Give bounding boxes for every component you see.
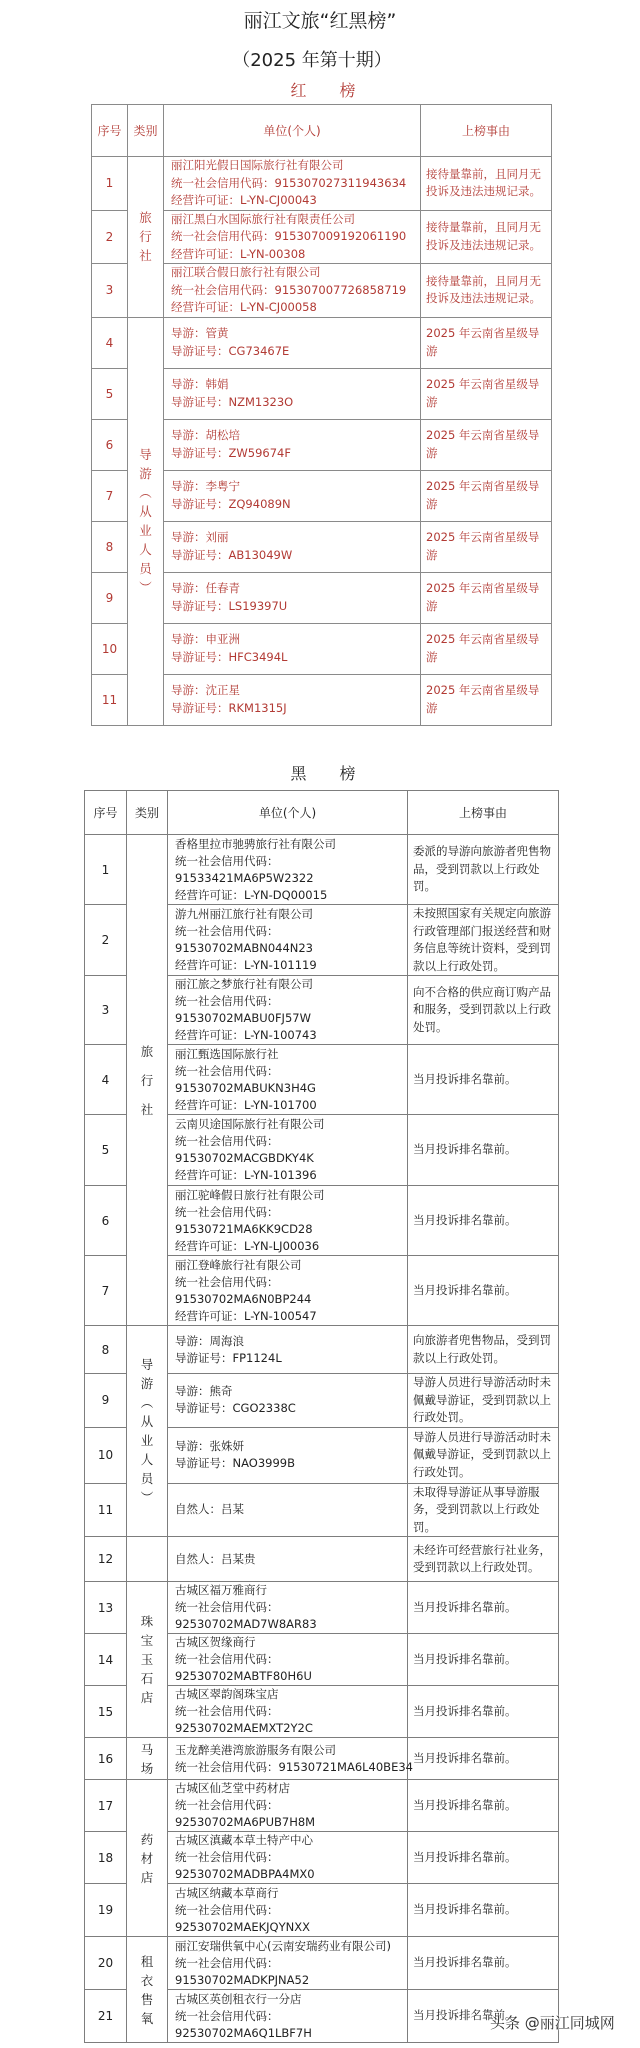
unit-line: 91533421MA6P5W2322 <box>175 870 314 885</box>
unit-line: 统一社会信用代码： <box>175 1798 279 1812</box>
unit-line: 统一社会信用代码： <box>175 1652 279 1666</box>
unit-cell <box>168 1634 408 1686</box>
category-char: 宝 <box>140 1633 154 1648</box>
unit-line: 统一社会信用代码： <box>175 853 279 868</box>
unit-cell <box>168 1326 408 1374</box>
unit-line: 统一社会信用代码： <box>175 994 279 1008</box>
reason-cell: 当月投诉排名靠前。 <box>408 1937 559 1990</box>
category-char: 员 <box>140 1471 154 1486</box>
unit-cell <box>168 1884 408 1937</box>
reason-cell: 当月投诉排名靠前。 <box>408 1045 559 1115</box>
unit-cell <box>168 1686 408 1738</box>
unit-line: 丽江阳光假日国际旅行社有限公司 <box>171 158 344 172</box>
unit-line: 游九州丽江旅行社有限公司 <box>175 907 313 921</box>
reason-cell: 2025 年云南省星级导游 <box>421 317 552 368</box>
unit-cell <box>164 368 421 419</box>
row-seq: 14 <box>85 1634 127 1686</box>
category-char: 游 <box>140 1376 154 1391</box>
reason-cell: 当月投诉排名靠前。 <box>408 1256 559 1326</box>
unit-line: 导游：任春青 <box>171 581 240 595</box>
unit-line: 导游：沈正星 <box>171 683 240 697</box>
unit-cell <box>164 264 421 318</box>
unit-line: 导游证号：CG73467E <box>171 343 290 358</box>
category-char: 场 <box>140 1760 154 1776</box>
unit-line: 导游：韩娟 <box>171 377 229 391</box>
unit-line: 经营许可证：L-YN-100743 <box>175 1028 317 1042</box>
unit-line: 经营许可证：L-YN-101700 <box>175 1097 317 1112</box>
unit-line: 92530702MADBPA4MX0 <box>175 1867 315 1881</box>
reason-cell: 当月投诉排名靠前。 <box>408 1582 559 1634</box>
unit-line: 导游证号：AB13049W <box>171 547 293 562</box>
unit-line: 91530702MADKPJNA52 <box>175 1972 310 1987</box>
category-char: 材 <box>140 1850 154 1866</box>
unit-line: 统一社会信用代码： <box>175 1600 279 1614</box>
category-char: 售 <box>140 1991 154 2007</box>
row-seq: 11 <box>92 674 128 725</box>
reason-cell: 当月投诉排名靠前。 <box>408 1884 559 1937</box>
unit-line: 导游：周海浪 <box>175 1333 244 1348</box>
unit-cell <box>168 1582 408 1634</box>
category-char: ︶ <box>139 580 152 595</box>
reason-cell: 当月投诉排名靠前。 <box>408 1634 559 1686</box>
reason-cell: 接待量靠前，且同月无投诉及违法违规记录。 <box>421 210 552 264</box>
row-seq: 10 <box>92 623 128 674</box>
unit-line: 统一社会信用代码： <box>175 2008 279 2023</box>
category-char: 珠 <box>140 1614 154 1629</box>
row-seq: 1 <box>85 835 127 905</box>
unit-cell <box>168 905 408 976</box>
row-seq: 1 <box>92 157 128 211</box>
red-list-title: 红 榜 <box>290 81 370 100</box>
unit-line: 丽江黑白水国际旅行社有限责任公司 <box>171 211 355 226</box>
row-seq: 6 <box>85 1186 127 1256</box>
category-cell <box>127 1537 168 1582</box>
category-char: 租 <box>140 1953 154 1969</box>
reason-cell: 导游人员进行导游活动时未佩戴导游证，受到罚款以上行政处罚。 <box>408 1374 559 1428</box>
category-char: 药 <box>140 1831 154 1847</box>
unit-cell <box>168 1427 408 1483</box>
category-char: 社 <box>140 1101 154 1117</box>
reason-cell: 当月投诉排名靠前。 <box>408 1186 559 1256</box>
reason-cell: 向旅游者兜售物品，受到罚款以上行政处罚。 <box>408 1326 559 1374</box>
table-row <box>85 1537 559 1582</box>
table-row <box>92 317 552 368</box>
unit-line: 丽江旅之梦旅行社有限公司 <box>175 977 313 991</box>
unit-cell <box>164 521 421 572</box>
unit-line: 91530721MA6KK9CD28 <box>175 1221 313 1236</box>
unit-line: 导游证号：RKM1315J <box>171 700 287 715</box>
unit-line: 导游：熊奇 <box>175 1384 233 1399</box>
category-char: 玉 <box>140 1652 154 1667</box>
unit-line: 92530702MAEKJQYNXX <box>175 1919 310 1934</box>
unit-line: 91530702MABN044N23 <box>175 941 313 955</box>
unit-cell <box>164 317 421 368</box>
unit-line: 导游证号：HFC3494L <box>171 649 288 664</box>
unit-line: 经营许可证：L-YN-100547 <box>175 1308 317 1323</box>
unit-line: 导游证号：ZW59674F <box>171 445 291 460</box>
unit-line: 经营许可证：L-YN-CJ00058 <box>171 300 317 314</box>
category-cell <box>127 1738 168 1780</box>
category-char: 社 <box>139 248 152 264</box>
unit-line: 统一社会信用代码： <box>175 1204 279 1219</box>
reason-cell: 当月投诉排名靠前。 <box>408 1832 559 1884</box>
unit-line: 统一社会信用代码： <box>175 1134 279 1148</box>
category-cell <box>128 317 164 725</box>
table-row <box>85 1582 559 1634</box>
category-char: 人 <box>140 1452 154 1467</box>
unit-cell <box>168 1045 408 1115</box>
unit-line: 91530702MABUKN3H4G <box>175 1080 316 1095</box>
black-list-title: 黑 榜 <box>290 764 370 783</box>
unit-line: 92530702MA6PUB7H8M <box>175 1815 316 1829</box>
row-seq: 15 <box>85 1686 127 1738</box>
category-cell <box>127 1780 168 1937</box>
row-seq: 10 <box>85 1427 127 1483</box>
category-char: 氧 <box>140 2010 154 2026</box>
row-seq: 3 <box>92 264 128 318</box>
unit-line: 丽江驼峰假日旅行社有限公司 <box>175 1187 325 1202</box>
row-seq: 13 <box>85 1582 127 1634</box>
unit-cell <box>168 1256 408 1326</box>
unit-line: 古城区英创租衣行一分店 <box>175 1991 302 2006</box>
row-seq: 4 <box>85 1045 127 1115</box>
unit-cell <box>168 1537 408 1582</box>
row-seq: 7 <box>92 470 128 521</box>
issue-subtitle: （2025 年第十期） <box>232 50 392 71</box>
col-header-unit: 单位(个人) <box>164 105 421 157</box>
reason-cell: 委派的导游向旅游者兜售物品，受到罚款以上行政处罚。 <box>408 835 559 905</box>
unit-line: 古城区贺缘商行 <box>175 1635 256 1649</box>
category-char: 衣 <box>140 1972 154 1988</box>
unit-cell <box>168 976 408 1045</box>
unit-line: 导游证号：NAO3999B <box>175 1456 295 1470</box>
table-header-row <box>85 791 559 835</box>
category-char: 行 <box>140 1072 154 1088</box>
reason-cell: 2025 年云南省星级导游 <box>421 521 552 572</box>
category-char: 业 <box>139 523 152 538</box>
unit-line: 导游证号：CGO2338C <box>175 1401 296 1416</box>
unit-line: 统一社会信用代码： <box>175 1902 279 1917</box>
unit-cell <box>168 1937 408 1990</box>
unit-line: 丽江甄选国际旅行社 <box>175 1046 279 1061</box>
unit-line: 自然人：吕某贵 <box>175 1551 256 1566</box>
unit-line: 统一社会信用代码： <box>175 1955 279 1970</box>
category-cell <box>127 1582 168 1738</box>
unit-line: 经营许可证：L-YN-LJ00036 <box>175 1238 320 1253</box>
unit-cell <box>168 1115 408 1186</box>
col-header-category: 类别 <box>127 791 168 835</box>
row-seq: 8 <box>92 521 128 572</box>
category-cell <box>128 157 164 318</box>
unit-line: 统一社会信用代码：915307027311943634 <box>171 175 407 190</box>
unit-line: 92530702MA6Q1LBF7H <box>175 2025 312 2040</box>
table-row <box>85 1780 559 1832</box>
reason-cell: 接待量靠前，且同月无投诉及违法违规记录。 <box>421 264 552 318</box>
reason-cell: 向不合格的供应商订购产品和服务，受到罚款以上行政处罚。 <box>408 976 559 1045</box>
unit-line: 经营许可证：L-YN-00308 <box>171 246 306 261</box>
unit-line: 导游：刘丽 <box>171 530 229 544</box>
unit-line: 导游证号：NZM1323O <box>171 394 294 409</box>
unit-line: 导游证号：FP1124L <box>175 1350 282 1365</box>
unit-line: 统一社会信用代码： <box>175 1063 279 1078</box>
reason-cell: 当月投诉排名靠前。 <box>408 1990 559 2043</box>
row-seq: 16 <box>85 1738 127 1780</box>
unit-cell <box>168 1186 408 1256</box>
table-row <box>85 1738 559 1780</box>
unit-line: 经营许可证：L-YN-101396 <box>175 1168 317 1182</box>
unit-cell <box>164 470 421 521</box>
reason-cell: 2025 年云南省星级导游 <box>421 470 552 521</box>
table-row <box>85 1326 559 1374</box>
unit-line: 古城区翠韵阁珠宝店 <box>175 1687 279 1701</box>
row-seq: 19 <box>85 1884 127 1937</box>
unit-cell <box>164 157 421 211</box>
table-row <box>85 835 559 905</box>
unit-cell <box>168 835 408 905</box>
col-header-reason: 上榜事由 <box>421 105 552 157</box>
unit-line: 经营许可证：L-YN-DQ00015 <box>175 887 328 902</box>
reason-cell: 2025 年云南省星级导游 <box>421 623 552 674</box>
reason-cell: 2025 年云南省星级导游 <box>421 572 552 623</box>
reason-cell: 当月投诉排名靠前。 <box>408 1115 559 1186</box>
category-char: 石 <box>140 1671 154 1686</box>
unit-cell <box>164 623 421 674</box>
row-seq: 9 <box>92 572 128 623</box>
category-char: 员 <box>139 561 152 576</box>
table-header-row <box>92 105 552 157</box>
row-seq: 17 <box>85 1780 127 1832</box>
red-list-table <box>91 104 552 726</box>
unit-line: 91530702MA6N0BP244 <box>175 1291 312 1306</box>
category-cell <box>127 1326 168 1537</box>
reason-cell: 导游人员进行导游活动时未佩戴导游证，受到罚款以上行政处罚。 <box>408 1427 559 1483</box>
unit-line: 丽江登峰旅行社有限公司 <box>175 1257 302 1272</box>
unit-line: 导游：申亚洲 <box>171 632 240 646</box>
unit-line: 统一社会信用代码： <box>175 1704 279 1718</box>
unit-cell <box>164 674 421 725</box>
table-row <box>85 1937 559 1990</box>
category-cell <box>127 1937 168 2043</box>
unit-cell <box>168 1832 408 1884</box>
unit-line: 92530702MAD7W8AR83 <box>175 1617 317 1631</box>
reason-cell: 2025 年云南省星级导游 <box>421 674 552 725</box>
category-char: ︶ <box>140 1490 154 1505</box>
row-seq: 4 <box>92 317 128 368</box>
unit-cell <box>168 1738 413 1780</box>
unit-line: 导游：李粤宁 <box>171 479 240 493</box>
reason-cell: 2025 年云南省星级导游 <box>421 419 552 470</box>
unit-cell <box>164 572 421 623</box>
unit-line: 导游：管黄 <box>171 326 229 340</box>
unit-line: 91530702MACGBDKY4K <box>175 1151 314 1165</box>
unit-line: 自然人：吕某 <box>175 1502 244 1517</box>
row-seq: 7 <box>85 1256 127 1326</box>
unit-line: 统一社会信用代码：91530721MA6L40BE34 <box>175 1759 413 1774</box>
black-list-table <box>84 790 559 2043</box>
reason-cell: 未取得导游证从事导游服务，受到罚款以上行政处罚。 <box>408 1483 559 1537</box>
reason-cell: 未按照国家有关规定向旅游行政管理部门报送经营和财务信息等统计资料，受到罚款以上行政处罚。 <box>408 905 559 976</box>
unit-line: 导游证号：LS19397U <box>171 598 288 613</box>
category-char: ︵ <box>139 485 152 500</box>
category-char: 行 <box>139 229 152 245</box>
category-cell <box>127 835 168 1326</box>
category-char: 旅 <box>139 210 152 226</box>
category-char: 从 <box>139 504 152 519</box>
unit-line: 云南贝途国际旅行社有限公司 <box>175 1117 325 1131</box>
unit-line: 统一社会信用代码：915307009192061190 <box>171 229 407 243</box>
unit-line: 导游证号：ZQ94089N <box>171 496 291 511</box>
row-seq: 3 <box>85 976 127 1045</box>
unit-line: 古城区福万雅商行 <box>175 1583 267 1597</box>
row-seq: 2 <box>85 905 127 976</box>
unit-line: 古城区仙芝堂中药材店 <box>175 1781 290 1795</box>
category-char: 导 <box>140 1357 154 1372</box>
unit-line: 导游：胡松培 <box>171 428 240 442</box>
row-seq: 8 <box>85 1326 127 1374</box>
row-seq: 18 <box>85 1832 127 1884</box>
unit-cell <box>168 1780 408 1832</box>
row-seq: 2 <box>92 210 128 264</box>
reason-cell: 当月投诉排名靠前。 <box>408 1738 559 1780</box>
row-seq: 5 <box>85 1115 127 1186</box>
unit-line: 92530702MAEMXT2Y2C <box>175 1721 313 1735</box>
row-seq: 6 <box>92 419 128 470</box>
category-char: 店 <box>140 1690 154 1705</box>
category-char: 店 <box>140 1869 154 1885</box>
row-seq: 20 <box>85 1937 127 1990</box>
col-header-seq: 序号 <box>85 791 127 835</box>
unit-cell <box>168 1990 408 2043</box>
unit-line: 古城区滇藏本草土特产中心 <box>175 1833 313 1847</box>
category-char: ︵ <box>140 1395 154 1410</box>
row-seq: 21 <box>85 1990 127 2043</box>
category-char: 马 <box>140 1741 154 1757</box>
unit-line: 导游：张姝妍 <box>175 1439 244 1453</box>
category-char: 导 <box>139 447 152 462</box>
unit-line: 古城区纳藏本草商行 <box>175 1885 279 1900</box>
unit-line: 92530702MABTF80H6U <box>175 1669 312 1683</box>
unit-line: 统一社会信用代码： <box>175 1850 279 1864</box>
category-char: 游 <box>139 466 152 481</box>
unit-line: 经营许可证：L-YN-CJ00043 <box>171 193 317 207</box>
unit-line: 统一社会信用代码： <box>175 1274 279 1289</box>
document-title: 丽江文旅“红黑榜” <box>243 10 397 32</box>
category-char: 业 <box>140 1433 154 1448</box>
col-header-reason: 上榜事由 <box>408 791 559 835</box>
reason-cell: 2025 年云南省星级导游 <box>421 368 552 419</box>
unit-cell <box>168 1374 408 1428</box>
unit-line: 香格里拉市驰骋旅行社有限公司 <box>175 836 336 851</box>
category-char: 旅 <box>140 1043 154 1059</box>
row-seq: 5 <box>92 368 128 419</box>
col-header-unit: 单位(个人) <box>168 791 408 835</box>
category-char: 从 <box>140 1414 154 1429</box>
unit-line: 经营许可证：L-YN-101119 <box>175 958 317 972</box>
table-row <box>92 157 552 211</box>
unit-cell <box>164 419 421 470</box>
reason-cell: 当月投诉排名靠前。 <box>408 1780 559 1832</box>
col-header-category: 类别 <box>128 105 164 157</box>
row-seq: 11 <box>85 1483 127 1537</box>
unit-line: 统一社会信用代码：915307007726858719 <box>171 282 407 297</box>
unit-line: 丽江联合假日旅行社有限公司 <box>171 265 321 279</box>
watermark: 头条 @丽江同城网 <box>490 2014 615 2032</box>
col-header-seq: 序号 <box>92 105 128 157</box>
category-char: 人 <box>139 542 152 557</box>
row-seq: 9 <box>85 1374 127 1428</box>
reason-cell: 接待量靠前，且同月无投诉及违法违规记录。 <box>421 157 552 211</box>
row-seq: 12 <box>85 1537 127 1582</box>
unit-cell <box>164 210 421 264</box>
reason-cell: 未经许可经营旅行社业务，受到罚款以上行政处罚。 <box>408 1537 559 1582</box>
unit-line: 统一社会信用代码： <box>175 924 279 938</box>
unit-line: 玉龙醉美港湾旅游服务有限公司 <box>175 1742 336 1757</box>
unit-line: 丽江安瑞供氧中心(云南安瑞药业有限公司) <box>175 1938 391 1953</box>
unit-cell <box>168 1483 408 1537</box>
unit-line: 91530702MABU0FJ57W <box>175 1011 311 1025</box>
reason-cell: 当月投诉排名靠前。 <box>408 1686 559 1738</box>
